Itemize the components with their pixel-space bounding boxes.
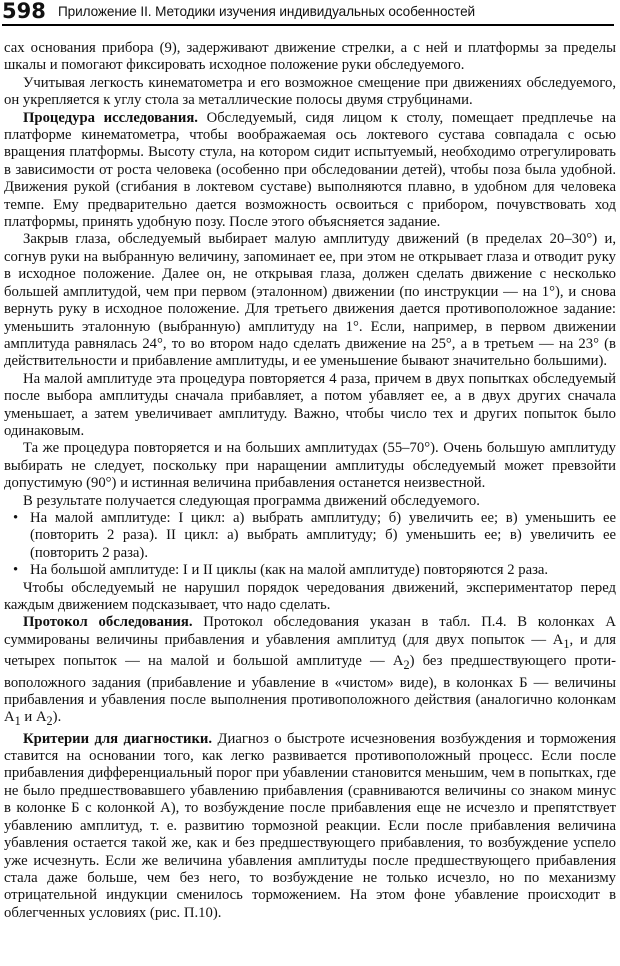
- paragraph-program-intro: В результате получается следующая программа движений обследуемого.: [23, 492, 480, 509]
- paragraph-mounting: Учитывая легкость кинематометра и его возможное смещение при движениях обследуемого, он укрепляется к углу стола за металлические полосы двумя струбцинами.: [4, 74, 616, 109]
- paragraph-criteria: [4, 731, 616, 922]
- paragraph-large-amplitude: Та же процедура повторяется и на больших амплитудах (55–70°). Очень большую амплитуду выбирать не следует, поскольку при наращении амплитуды обследуемый может превзойти допустимую (90°) и истинная величина прибавления останется неизвестной.: [4, 440, 616, 492]
- heading-protocol: Протокол обследования.: [23, 614, 193, 631]
- paragraph-continued: сах основания прибора (9), задерживают движение стрелки, а с ней и платформы за пределы шкалы и помогают фиксировать исходное положение руки обследуемого.: [4, 40, 616, 74]
- list-item: • На большой амплитуде: I и II циклы (как на малой амплитуде) повторяются 2 раза.: [13, 562, 549, 579]
- heading-criteria: Критерии для диагностики.: [23, 730, 213, 747]
- page-header: [2, 0, 614, 26]
- paragraph-procedure: [4, 110, 616, 232]
- page-number: 598: [2, 0, 46, 23]
- paragraph-order-hint: Чтобы обследуемый не нарушил порядок чередования движений, экспериментатор перед каждым движением подсказывает, что надо сделать.: [4, 579, 616, 613]
- criteria-text: Диагноз о быстроте исчезновения возбуждения и торможения ставится на основании того, как легко развивается противоположный процесс. Если после прибавления дифференциальный порог при убавлении становится меньшим, чем в попытках, где не было предшествовавшего убавлению прибавления (сравниваются величины со знаком минус в колонке Б с колонкой А), то возбуждение после прибавления еще не исчезло и препятствует убавлению амплитуд, т. е. развитию тормозной реакции. Если после прибавления величина убавления остается такой же, как и без предшествующего прибавления, то возбуждение успело уже исчезнуть. Если же величина убавления амплитуды после предшествующего прибавления стала даже больше, чем без него, то возбуждение не только исчезло, но по механизму отрицательной индукции сменилось торможением. На этом фоне убавление происходит в облегченных условиях (рис. П.10).: [4, 730, 616, 921]
- bullet-icon: •: [13, 509, 19, 526]
- heading-procedure: Процедура исследования.: [23, 109, 198, 126]
- paragraph-repetitions: На малой амплитуде эта процедура повторяется 4 раза, причем в двух попытках обследуемый после выбора амплитуды сначала прибавляет, а потом убавляет ее, а в двух других сначала уменьшает, а затем увеличивает амплитуду. Важно, чтобы число тех и других попыток было одинаковым.: [4, 370, 616, 439]
- procedure-text: Обследуемый, сидя лицом к столу, помещает предплечье на платформе кинематометра, чтобы воображаемая ось локтевого сустава совпадала с осью вращения платформы. Высоту стула, на котором сидит испытуемый, необходимо отрегулировать в зависимости от роста человека (особенно при обследовании детей), чтобы поза была удобной. Движения рукой (сгибания в локтевом суставе) выполняются плавно, в удобном для человека темпе. Ему предварительно дается возможность освоиться с прибором, почувствовать ход платформы, принять удобную позу. После этого объясняется задание.: [4, 109, 616, 231]
- paragraph-small-amplitude: Закрыв глаза, обследуемый выбирает малую амплитуду движений (в пределах 20–30°) и, согнув руки на выбранную величину, запоминает ее, при этом не открывает глаза и отводит руку в исходное положение. Далее он, не открывая глаза, должен сделать движение с несколько большей амплитудой, чем при первом (эталонном) движении (по инструкции — на 1°), и снова вернуть руку в исходное положение. Для третьего движения дается противоположное задание: уменьшить эталонную (выбранную) амплитуду на 1°. Если, например, в первом движении амплитуда равнялась 24°, то во втором надо сделать движение на 25°, а в третьем — на 23° (в действительности и прибавление амплитуды, и ее уменьшение бывают значительно большими).: [4, 231, 616, 370]
- bullet-icon: •: [13, 562, 19, 579]
- page-body: [4, 40, 616, 922]
- list-item: • На малой амплитуде: I цикл: а) выбрать амплитуду; б) увеличить ее; в) уменьшить ее (повторить 2 раза). II цикл: а) выбрать амплитуду; б) уменьшить ее; в) увеличить ее (повторить 2 раза).: [13, 509, 616, 561]
- program-list: [4, 510, 616, 580]
- running-title: Приложение II. Методики изучения индивидуальных особенностей: [58, 4, 476, 19]
- paragraph-protocol: Протокол обследования. Протокол обследования указан в табл. П.4. В колонках А суммированы величины прибавления и убавления амплитуд (для двух попыток — $A_1$, и для четырех попыток — на малой и большой амплитуде — $A_2$) без предшествующего противоположного задания (прибавление и убавление в «чистом» виде), в колонках Б — величины прибавления и убавления после выполнения противоположного действия (аналогично колонкам $A_1$ и $A_2$).: [4, 614, 616, 729]
